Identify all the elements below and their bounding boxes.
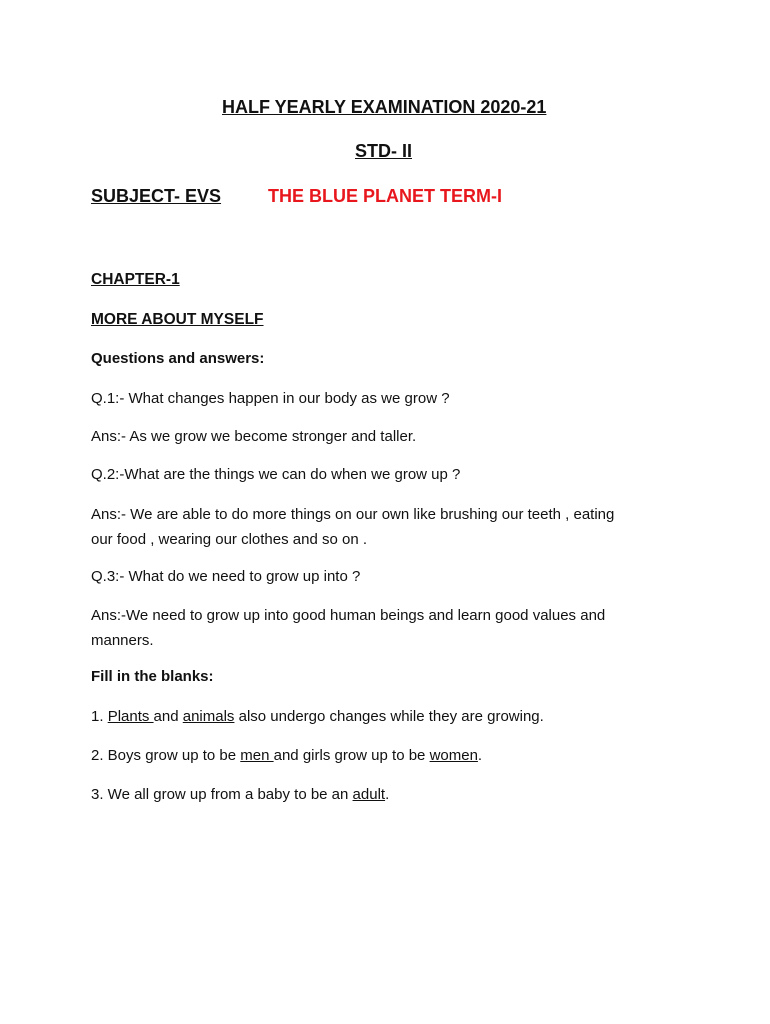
answer-3-line-1: Ans:-We need to grow up into good human beings and learn good values and	[91, 607, 606, 624]
blank-1-rest: also undergo changes while they are growing.	[234, 708, 544, 725]
question-3: Q.3:- What do we need to grow up into ?	[91, 568, 361, 585]
answer-1: Ans:- As we grow we become stronger and taller.	[91, 428, 417, 445]
blank-2-answer-men: men	[240, 747, 274, 764]
blank-2	[91, 744, 482, 768]
blank-3-end: .	[385, 786, 390, 803]
chapter-label: CHAPTER-1	[91, 271, 180, 288]
blank-2-mid: and girls grow up to be	[273, 747, 430, 764]
blank-3	[91, 783, 389, 807]
chapter-name: MORE ABOUT MYSELF	[91, 311, 264, 328]
qa-heading: Questions and answers:	[91, 350, 265, 367]
blank-1-answer-animals: animals	[182, 708, 235, 725]
answer-2-line-1: Ans:- We are able to do more things on our own like brushing our teeth , eating	[91, 506, 615, 523]
blank-1-answer-plants: Plants	[107, 708, 154, 725]
blank-2-answer-women: women	[429, 747, 478, 764]
fill-heading: Fill in the blanks:	[91, 668, 214, 685]
exam-title: HALF YEARLY EXAMINATION 2020-21	[222, 97, 547, 117]
term-label: THE BLUE PLANET TERM-I	[268, 186, 502, 206]
blank-1	[91, 705, 544, 729]
blank-1-mid: and	[153, 708, 183, 725]
blank-3-prefix: 3. We all grow up from a baby to be an	[91, 786, 353, 803]
blank-3-answer-adult: adult	[352, 786, 386, 803]
question-2: Q.2:-What are the things we can do when we grow up ?	[91, 466, 461, 483]
blank-2-prefix: 2. Boys grow up to be	[91, 747, 241, 764]
answer-2-line-2: our food , wearing our clothes and so on .	[91, 531, 368, 548]
subject-label: SUBJECT- EVS	[91, 186, 222, 206]
answer-3-line-2: manners.	[91, 632, 154, 649]
std-label: STD- II	[355, 141, 412, 161]
blank-2-end: .	[477, 747, 483, 764]
blank-1-prefix: 1.	[91, 708, 108, 725]
question-1: Q.1:- What changes happen in our body as we grow ?	[91, 390, 450, 407]
